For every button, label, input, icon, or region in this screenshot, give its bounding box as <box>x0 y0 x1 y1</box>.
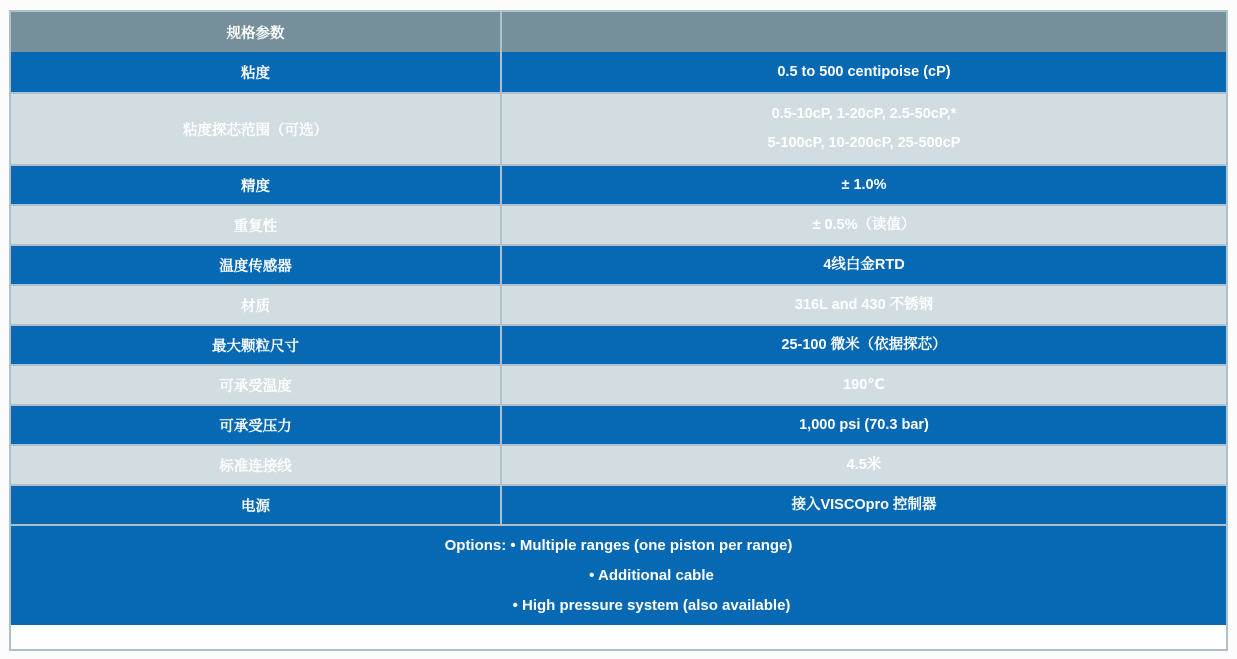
spec-value <box>502 246 1226 284</box>
spec-row <box>11 284 1226 324</box>
spec-label: 温度传感器 <box>11 246 502 284</box>
spec-value-line: 190℃ <box>843 376 885 393</box>
spec-value-line: ± 1.0% <box>841 176 887 193</box>
spec-value-line: 0.5-10cP, 1-20cP, 2.5-50cP,* <box>771 106 957 122</box>
table-header-label: 规格参数 <box>11 12 502 52</box>
spec-label: 可承受压力 <box>11 406 502 444</box>
options-line: • High pressure system (also available) <box>512 596 791 614</box>
spec-label: 可承受温度 <box>11 366 502 404</box>
options-line: • Additional cable <box>589 566 714 584</box>
spec-row <box>11 204 1226 244</box>
spec-row <box>11 364 1226 404</box>
spec-value <box>502 406 1226 444</box>
spec-label: 粘度探芯范围（可选） <box>11 94 502 164</box>
spec-value <box>502 446 1226 484</box>
spec-row <box>11 444 1226 484</box>
spec-row <box>11 324 1226 364</box>
spec-table <box>9 10 1228 651</box>
spec-value-line: 1,000 psi (70.3 bar) <box>799 416 929 433</box>
spec-value <box>502 52 1226 92</box>
spec-value-line: 5-100cP, 10-200cP, 25-500cP <box>767 135 961 151</box>
spec-row <box>11 404 1226 444</box>
spec-value-line: 接入VISCOpro 控制器 <box>791 496 937 513</box>
spec-row <box>11 484 1226 524</box>
spec-value <box>502 326 1226 364</box>
spec-value-line: 25-100 微米（依据探芯） <box>781 336 947 353</box>
spec-row <box>11 164 1226 204</box>
spec-value-line: 4.5米 <box>846 456 882 473</box>
options-line: Options: • Multiple ranges (one piston per range) <box>444 536 793 554</box>
spec-label: 最大颗粒尺寸 <box>11 326 502 364</box>
spec-row <box>11 92 1226 164</box>
spec-label: 重复性 <box>11 206 502 244</box>
spec-label: 粘度 <box>11 52 502 92</box>
table-header-row <box>11 12 1226 52</box>
spec-label: 材质 <box>11 286 502 324</box>
spec-value-line: 0.5 to 500 centipoise (cP) <box>777 63 951 80</box>
spec-value <box>502 206 1226 244</box>
spec-value-line: ± 0.5%（读值） <box>812 216 916 233</box>
spec-value <box>502 366 1226 404</box>
spec-value <box>502 286 1226 324</box>
options-row <box>11 524 1226 625</box>
spec-row <box>11 244 1226 284</box>
spec-value-line: 4线白金RTD <box>823 256 905 273</box>
spec-value <box>502 166 1226 204</box>
spec-row <box>11 52 1226 92</box>
spec-label: 电源 <box>11 486 502 524</box>
spec-value <box>502 486 1226 524</box>
spec-label: 标准连接线 <box>11 446 502 484</box>
table-header-value <box>502 12 1226 52</box>
spec-value <box>502 94 1226 164</box>
spec-label: 精度 <box>11 166 502 204</box>
spec-value-line: 316L and 430 不锈钢 <box>794 296 934 313</box>
